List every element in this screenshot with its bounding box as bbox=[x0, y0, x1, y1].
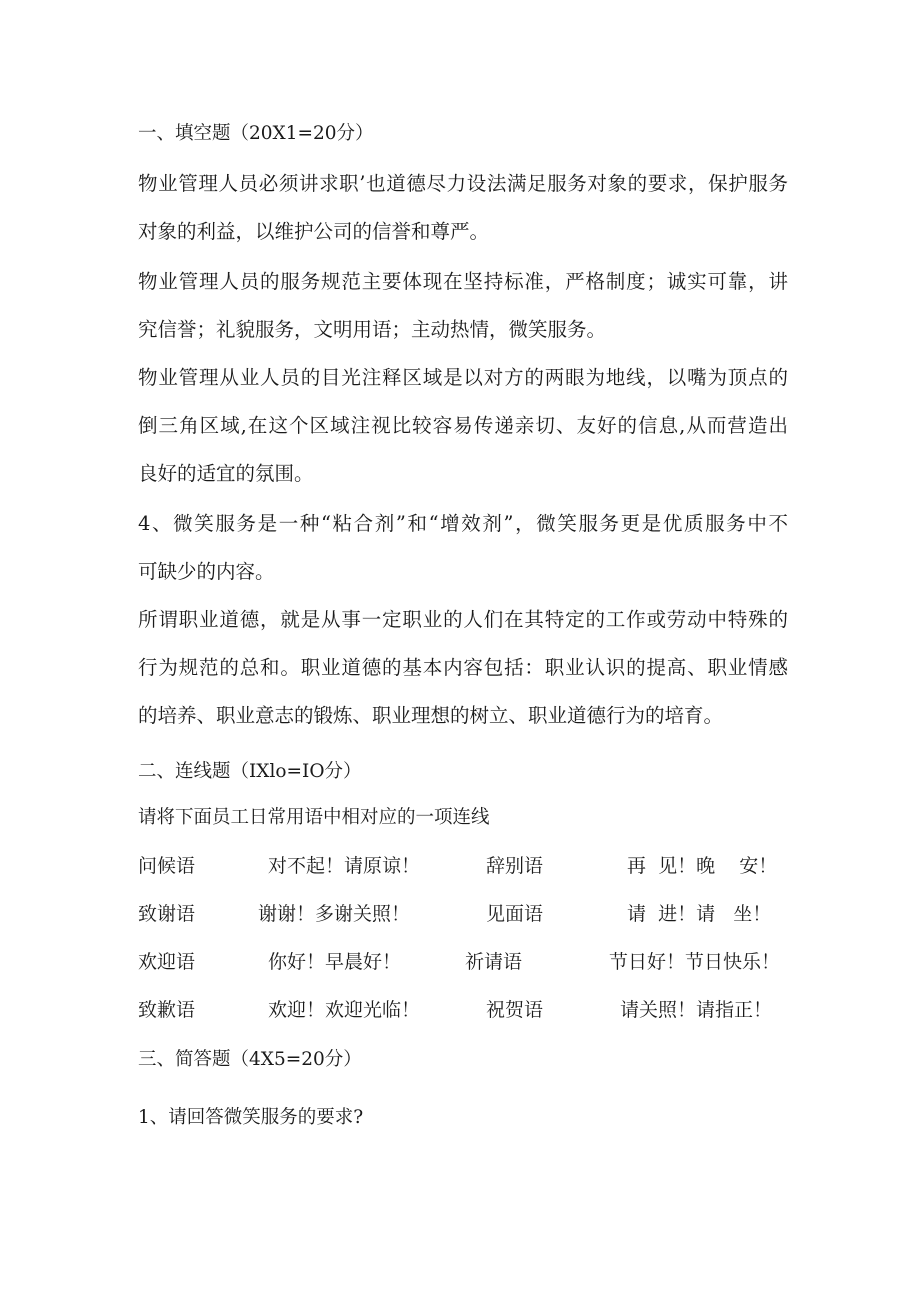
section3-title: 三、简答题（4X5=20分） bbox=[138, 1049, 362, 1070]
item3-line2: 倒三角区域,在这个区域注视比较容易传递亲切、友好的信息,从而营造出 bbox=[138, 414, 788, 437]
section3-question1: 1、请回答微笑服务的要求? bbox=[138, 1107, 364, 1128]
match-row1-col2: 对不起！请原谅！ bbox=[268, 855, 421, 877]
item1-line1: 物业管理人员必须讲求职’也道德尽力设法满足服务对象的要求，保护服务 bbox=[138, 172, 788, 195]
match-row3-col1: 欢迎语 bbox=[138, 951, 196, 973]
match-row3-col2: 你好！早晨好！ bbox=[268, 951, 402, 973]
item4-line1: 4、微笑服务是一种“粘合剂”和“增效剂”，微笑服务更是优质服务中不 bbox=[138, 512, 788, 535]
item4-line2: 可缺少的内容。 bbox=[138, 560, 275, 583]
match-row3-col4: 节日好！节日快乐！ bbox=[609, 951, 781, 973]
item3-line3: 良好的适宜的氛围。 bbox=[138, 462, 314, 485]
item1-line2: 对象的利益，以维护公司的信誉和尊严。 bbox=[138, 220, 490, 243]
match-row2-col2: 谢谢！多谢关照！ bbox=[258, 903, 411, 925]
item5-line1: 所谓职业道德，就是从事一定职业的人们在其特定的工作或劳动中特殊的 bbox=[138, 608, 788, 631]
item3-line1: 物业管理从业人员的目光注释区域是以对方的两眼为地线，以嘴为顶点的 bbox=[138, 366, 788, 389]
match-row2-col3: 见面语 bbox=[486, 903, 544, 925]
item5-line3: 的培养、职业意志的锻炼、职业理想的树立、职业道德行为的培育。 bbox=[138, 704, 724, 727]
section2-title: 二、连线题（IXlo=IO分） bbox=[138, 761, 362, 782]
item2-line1: 物业管理人员的服务规范主要体现在坚持标准，严格制度；诚实可靠，讲 bbox=[138, 270, 788, 293]
match-row3-col3: 祈请语 bbox=[465, 951, 523, 973]
item5-line2: 行为规范的总和。职业道德的基本内容包括：职业认识的提高、职业情感 bbox=[138, 656, 788, 679]
item2-line2: 究信誉；礼貌服务，文明用语；主动热情，微笑服务。 bbox=[138, 318, 607, 341]
match-row2-col1: 致谢语 bbox=[138, 903, 196, 925]
section1-title: 一、填空题（20X1=20分） bbox=[138, 123, 374, 144]
match-row1-col3: 辞别语 bbox=[486, 855, 544, 877]
match-row1-col4: 再 见！晚 安！ bbox=[627, 855, 778, 877]
match-row4-col4: 请关照！请指正！ bbox=[620, 999, 773, 1021]
section2-instruction: 请将下面员工日常用语中相对应的一项连线 bbox=[138, 807, 490, 828]
match-row4-col2: 欢迎！欢迎光临！ bbox=[268, 999, 421, 1021]
match-row4-col3: 祝贺语 bbox=[486, 999, 544, 1021]
match-row2-col4: 请 进！请 坐！ bbox=[627, 903, 772, 925]
match-row4-col1: 致歉语 bbox=[138, 999, 196, 1021]
match-row1-col1: 问候语 bbox=[138, 855, 196, 877]
